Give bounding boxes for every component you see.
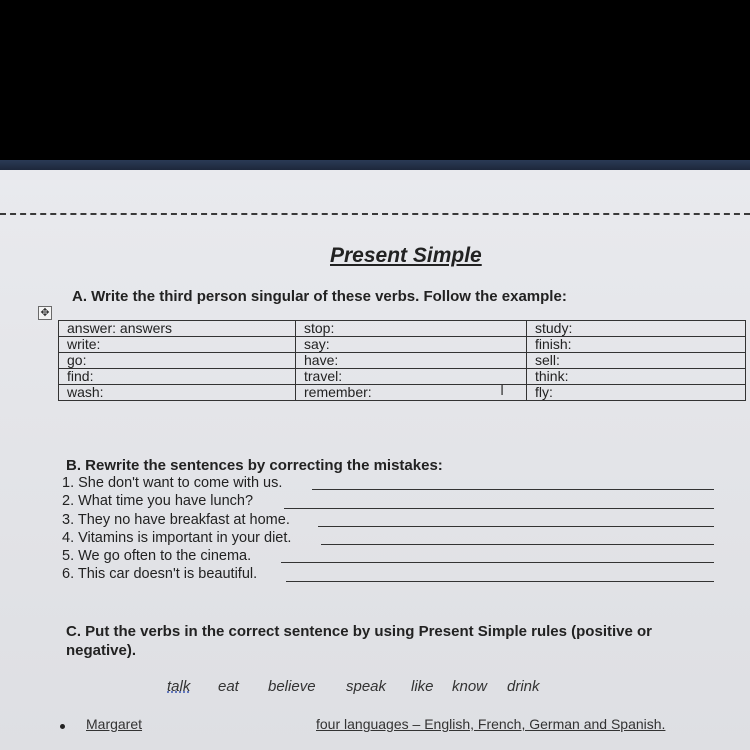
list-item[interactable] <box>62 492 722 510</box>
table-cell[interactable]: travel: <box>296 369 527 385</box>
sentence-text: 5. We go often to the cinema. <box>62 548 252 565</box>
verb-word: speak <box>346 678 387 695</box>
sentence-text: 4. Vitamins is important in your diet. <box>62 529 292 546</box>
table-cell[interactable]: fly: <box>527 385 746 401</box>
table-cell[interactable]: think: <box>527 369 746 385</box>
table-cell[interactable]: say: <box>296 337 527 353</box>
list-item[interactable] <box>62 565 722 583</box>
list-item[interactable] <box>62 547 722 565</box>
verb-word: know <box>452 678 488 695</box>
list-item[interactable] <box>62 474 722 492</box>
table-row <box>59 321 746 337</box>
sentence-text: 1. She don't want to come with us. <box>62 475 283 491</box>
sentence-text: 2. What time you have lunch? <box>62 493 254 510</box>
table-cell[interactable]: wash: <box>59 385 296 401</box>
table-row <box>59 353 746 369</box>
table-cell[interactable]: study: <box>527 321 746 337</box>
table-row <box>59 385 746 401</box>
verb-word: believe <box>268 678 316 695</box>
table-cell[interactable]: remember: <box>296 385 527 401</box>
exercise-subject: Margaret <box>86 716 143 732</box>
exercise-object: four languages – English, French, German and Spanish. <box>316 716 666 732</box>
answer-line[interactable] <box>321 544 714 545</box>
verbs-table <box>58 320 746 401</box>
table-cell[interactable]: go: <box>59 353 296 369</box>
bullet-icon <box>60 724 65 729</box>
text-cursor-icon: I <box>500 382 505 399</box>
table-cell[interactable]: write: <box>59 337 296 353</box>
verb-word: like <box>411 678 434 695</box>
worksheet-title: Present Simple <box>330 244 482 267</box>
table-row <box>59 369 746 385</box>
sentence-list <box>62 474 722 584</box>
table-cell[interactable]: stop: <box>296 321 527 337</box>
list-item[interactable] <box>62 529 722 547</box>
section-a-heading: A. Write the third person singular of these verbs. Follow the example: <box>72 288 567 305</box>
verb-word: talk <box>167 678 191 695</box>
answer-line[interactable] <box>318 526 714 527</box>
table-cell[interactable]: sell: <box>527 353 746 369</box>
answer-line[interactable] <box>312 489 714 490</box>
answer-line[interactable] <box>281 562 714 563</box>
table-row <box>59 337 746 353</box>
table-cell[interactable]: have: <box>296 353 527 369</box>
answer-line[interactable] <box>286 581 714 582</box>
document-page <box>0 170 750 750</box>
table-cell[interactable]: finish: <box>527 337 746 353</box>
page-break-rule <box>0 213 750 215</box>
exercise-c-line <box>0 714 750 744</box>
table-cell[interactable] <box>59 321 296 337</box>
section-b-heading: B. Rewrite the sentences by correcting the mistakes: <box>66 457 443 474</box>
verb-word: eat <box>218 678 239 695</box>
sentence-text: 3. They no have breakfast at home. <box>62 511 290 528</box>
list-item[interactable] <box>62 511 722 529</box>
table-move-handle-icon[interactable]: ✥ <box>38 306 52 320</box>
example-answer: answer: answers <box>67 320 173 336</box>
verb-bank <box>0 678 750 698</box>
verb-word: drink <box>507 678 540 695</box>
sentence-text: 6. This car doesn't is beautiful. <box>62 566 258 583</box>
answer-line[interactable] <box>284 508 714 509</box>
section-c-heading: C. Put the verbs in the correct sentence by using Present Simple rules (positive or negative). <box>66 623 652 659</box>
table-cell[interactable]: find: <box>59 369 296 385</box>
